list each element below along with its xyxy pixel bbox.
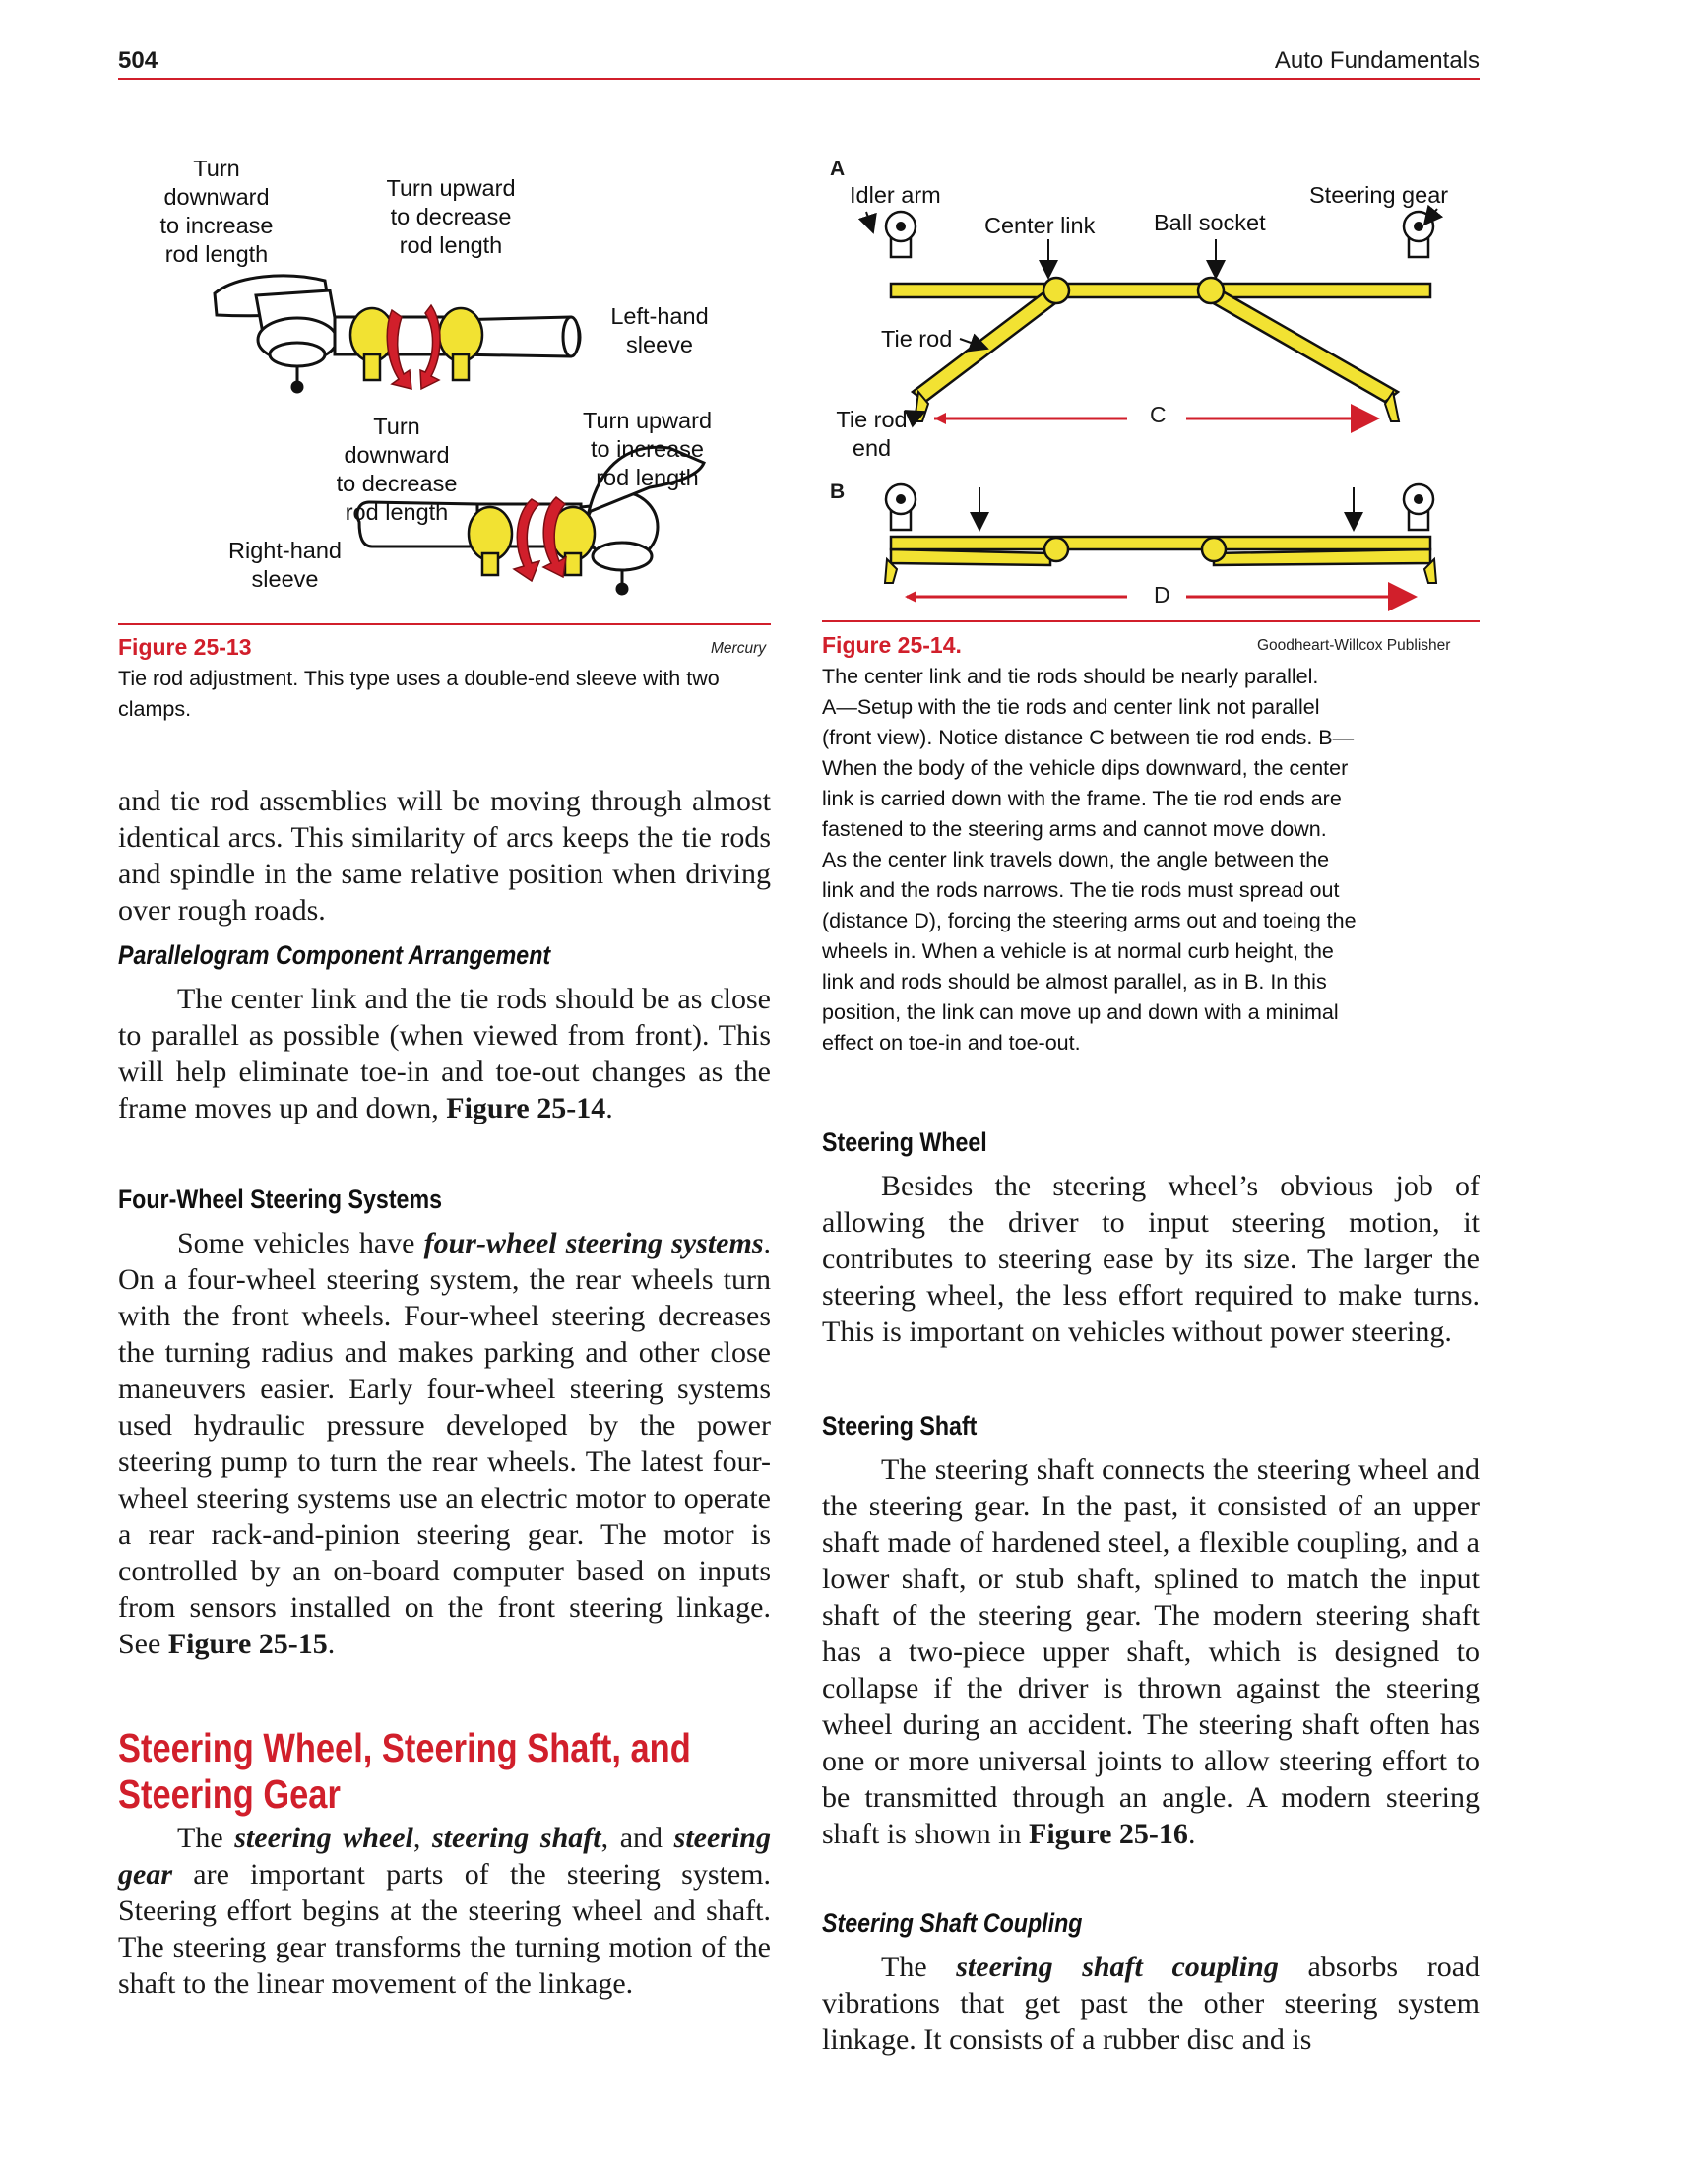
heading-steering-shaft: Steering Shaft [822, 1411, 978, 1441]
label-line: to increase [591, 436, 704, 462]
label-turn-up-decrease [372, 174, 530, 260]
left-column-para-1 [118, 783, 771, 929]
label-distance-c: C [1150, 402, 1167, 427]
label-line: downward [163, 184, 270, 210]
label-line: rod length [345, 499, 449, 525]
page-number: 504 [118, 47, 158, 74]
caption-line: (front view). Notice distance C between tie rod ends. B— [822, 726, 1355, 749]
text: , [412, 1822, 421, 1854]
key-term: steering shaft coupling [956, 1951, 1279, 1983]
figure-reference: Figure 25-15 [167, 1628, 328, 1660]
text: The steering shaft connects the steering wheel and the steering gear. In the past, it consisted of an upper shaft made of hardened steel, a flexible coupling, and a lower shaft, or stub shaft, splined to match the input shaft of the steering gear. The modern steering shaft has a two-piece upper shaft, which is designed to collapse if the driver is thrown against the steering wheel during an accident. The steering shaft often has one or more universal joints to allow steering effort to be transmitted through an angle. A modern steering shaft is shown in [822, 1453, 1480, 1850]
key-term: steering shaft [431, 1822, 601, 1854]
heading-line: Steering Gear [118, 1771, 341, 1817]
label-line: Turn [373, 414, 420, 439]
paragraph [822, 1451, 1480, 1852]
label-turn-down-increase [148, 155, 285, 269]
label-line: end [852, 435, 892, 461]
text: absorbs road vibrations that get past the other steering system linkage. It consists of a rubber disc and is [822, 1951, 1481, 2056]
paragraph [118, 981, 771, 1126]
text: The [881, 1951, 927, 1983]
left-column-para-3 [118, 1225, 771, 1662]
key-term: steering wheel [234, 1822, 413, 1854]
label-center-link: Center link [984, 213, 1096, 238]
label-line: to decrease [390, 204, 512, 229]
paragraph [118, 1225, 771, 1662]
label-line: to increase [159, 213, 274, 238]
text: . On a four-wheel steering system, the rear wheels turn with the front wheels. Four-wheel steering decreases the turning radius and makes parking and other close maneuvers easier. Early four-wheel steering systems used hydraulic pressure developed by the power steering pump to turn the rear wheels. The latest four-wheel steering systems use an electric motor to operate a rear rack-and-pinion steering gear. The motor is controlled by an on-board computer based on inputs from sensors installed on the front steering linkage. See [118, 1227, 771, 1660]
paragraph [118, 1820, 771, 2002]
right-column-para-1 [822, 1168, 1480, 1350]
caption-line: link is carried down with the frame. The tie rod ends are [822, 787, 1342, 810]
label-idler-arm: Idler arm [850, 182, 941, 208]
label-line: rod length [164, 241, 269, 267]
running-head: Auto Fundamentals [1274, 47, 1480, 74]
paragraph: Besides the steering wheel’s obvious job of allowing the driver to input steering motion, it contributes to steering ease by its size. The larger the steering wheel, the less effort required to make turns. This is important on vehicles without power steering. [822, 1170, 1480, 1348]
text: . [1187, 1818, 1196, 1850]
text: , and [600, 1822, 663, 1854]
caption-line: When the body of the vehicle dips downward, the center [822, 756, 1349, 780]
label-left-hand-sleeve [596, 302, 724, 359]
left-column-para-2 [118, 981, 771, 1126]
label-distance-d: D [1154, 582, 1170, 608]
label-turn-up-increase [571, 407, 724, 492]
heading-four-wheel-steering: Four-Wheel Steering Systems [118, 1185, 443, 1214]
text: . [605, 1092, 613, 1124]
figure-number: Figure 25-14. [822, 632, 962, 658]
text: The [177, 1822, 223, 1854]
figure-rule [118, 623, 771, 625]
caption-line: link and rods should be almost parallel, as in B. In this [822, 970, 1327, 994]
right-column-para-3 [822, 1949, 1480, 2058]
caption-line: link and the rods narrows. The tie rods must spread out [822, 878, 1340, 902]
figure-number: Figure 25-13 [118, 634, 252, 660]
caption-line: As the center link travels down, the angle between the [822, 848, 1330, 871]
caption-line: A—Setup with the tie rods and center link not parallel [822, 695, 1320, 719]
heading-parallelogram: Parallelogram Component Arrangement [118, 940, 551, 970]
label-line: Left-hand [610, 303, 709, 329]
label-steering-gear: Steering gear [1309, 182, 1449, 208]
label-turn-down-decrease [323, 413, 471, 527]
text: are important parts of the steering system. Steering effort begins at the steering wheel and shaft. The steering gear transforms the turning motion of the shaft to the linear movement of the linkage. [118, 1858, 771, 2000]
label-line: rod length [596, 465, 699, 490]
linkage-diagram-icon [822, 148, 1482, 615]
label-line: downward [344, 442, 450, 468]
paragraph [822, 1949, 1480, 2058]
label-line: Right-hand [228, 538, 342, 563]
label-line: sleeve [626, 332, 693, 357]
caption-line: The center link and tie rods should be nearly parallel. [822, 665, 1319, 688]
figure-rule [822, 620, 1480, 622]
text: . [327, 1628, 336, 1660]
label-tie-rod-end [830, 406, 914, 463]
label-right-hand-sleeve [219, 537, 351, 594]
panel-a-label: A [830, 158, 846, 180]
caption-line: effect on toe-in and toe-out. [822, 1031, 1081, 1055]
key-term: four-wheel steering systems [423, 1227, 764, 1259]
caption-line: fastened to the steering arms and cannot move down. [822, 817, 1327, 841]
caption-line: wheels in. When a vehicle is at normal curb height, the [822, 939, 1334, 963]
figure-caption [822, 662, 1482, 1059]
label-line: to decrease [336, 471, 458, 496]
left-column-para-4 [118, 1820, 771, 2002]
label-line: sleeve [251, 566, 319, 592]
label-line: rod length [399, 232, 503, 258]
caption-line: position, the link can move up and down with a minimal [822, 1000, 1339, 1024]
label-line: Turn upward [582, 408, 713, 433]
figure-caption: Tie rod adjustment. This type uses a double-end sleeve with two clamps. [118, 667, 720, 721]
label-line: Turn [193, 156, 240, 181]
header-rule [118, 78, 1480, 80]
label-line: Turn upward [386, 175, 516, 201]
heading-steering-wheel: Steering Wheel [822, 1127, 987, 1157]
figure-credit: Mercury [711, 640, 766, 657]
figure-credit: Goodheart-Willcox Publisher [1257, 637, 1451, 654]
panel-a-drawing [866, 209, 1437, 424]
label-tie-rod: Tie rod [881, 326, 953, 352]
figure-reference: Figure 25-16 [1029, 1818, 1188, 1850]
caption-line: (distance D), forcing the steering arms out and toeing the [822, 909, 1357, 932]
key-term: steering gear [118, 1822, 771, 1891]
text: Some vehicles have [177, 1227, 415, 1259]
right-column-para-2 [822, 1451, 1480, 1852]
label-ball-socket: Ball socket [1154, 210, 1266, 235]
paragraph: and tie rod assemblies will be moving through almost identical arcs. This similarity of arcs keeps the tie rods and spindle in the same relative position when driving over rough roads. [118, 785, 771, 927]
heading-steering-shaft-coupling: Steering Shaft Coupling [822, 1908, 1083, 1938]
section-heading [118, 1725, 691, 1818]
panel-b-label: B [830, 481, 846, 503]
text: The center link and the tie rods should be as close to parallel as possible (when viewed from front). This will help eliminate toe-in and toe-out changes as the frame moves up and down, [118, 983, 771, 1124]
figure-reference: Figure 25-14 [446, 1092, 606, 1124]
heading-line: Steering Wheel, Steering Shaft, and [118, 1725, 691, 1770]
label-line: Tie rod [836, 407, 908, 432]
